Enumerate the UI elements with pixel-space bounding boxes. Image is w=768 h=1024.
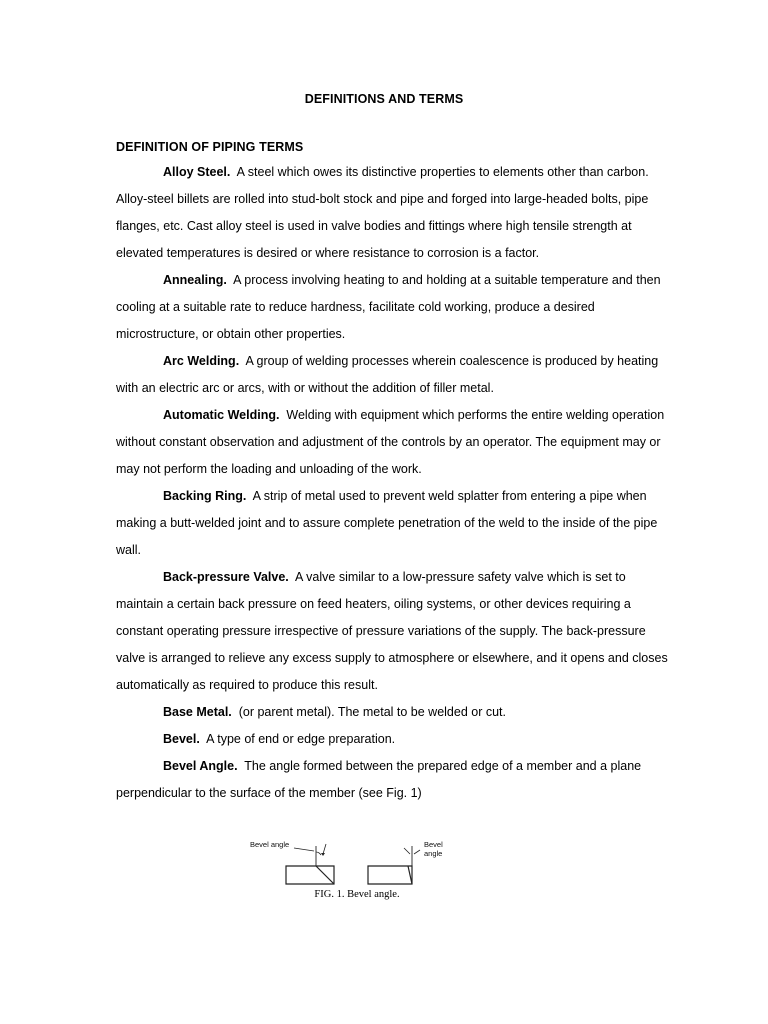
term-label: Annealing.	[163, 273, 227, 287]
definition-text: A strip of metal used to prevent weld splatter from entering a pipe when making a butt-welded joint and to assure complete penetration of the weld to the inside of the pipe wall.	[116, 489, 658, 557]
page-title: DEFINITIONS AND TERMS	[304, 92, 464, 106]
figure-caption: FIG. 1. Bevel angle.	[314, 889, 400, 900]
term-label: Backing Ring.	[163, 489, 247, 503]
definition-automatic-welding	[116, 402, 668, 483]
right-figure-label-line1: Bevel	[424, 840, 443, 849]
section-heading: DEFINITION OF PIPING TERMS	[116, 140, 304, 154]
left-bevel-edge	[316, 866, 334, 884]
left-angle-arc	[316, 852, 321, 855]
left-figure-label: Bevel angle	[250, 840, 290, 849]
right-member-shape	[368, 866, 412, 884]
left-member-shape	[286, 866, 334, 884]
term-label: Bevel.	[163, 732, 200, 746]
term-label: Base Metal.	[163, 705, 232, 719]
definition-text: A process involving heating to and holding at a suitable temperature and then cooling at a suitable rate to reduce hardness, facilitate cold working, produce a desired microstructure, or obtain other properties.	[116, 273, 661, 341]
term-label: Back-pressure Valve.	[163, 570, 289, 584]
bevel-angle-figure	[248, 836, 466, 910]
definition-bevel-angle	[116, 753, 668, 807]
term-label: Automatic Welding.	[163, 408, 280, 422]
definitions-list	[116, 159, 668, 807]
right-figure-label-line2: angle	[424, 849, 443, 858]
term-label: Arc Welding.	[163, 354, 240, 368]
definition-text: Welding with equipment which performs the entire welding operation without constant observation and adjustment of the controls by an operator. The equipment may or may not perform the loading and unloading of the work.	[116, 408, 665, 476]
definition-annealing	[116, 267, 668, 348]
bevel-angle-diagram	[248, 836, 466, 888]
definition-text: A group of welding processes wherein coalescence is produced by heating with an electric arc or arcs, with or without the addition of filler metal.	[116, 354, 659, 395]
definition-text: A steel which owes its distinctive properties to elements other than carbon. Alloy-steel billets are rolled into stud-bolt stock and pipe and forged into large-headed bolts, pipe flanges, etc. Cast alloy steel is used in valve bodies and fittings where high tensile strength at elevated temperatures is desired or where resistance to corrosion is a factor.	[116, 165, 649, 260]
definition-bevel	[116, 726, 668, 753]
left-label-leader	[294, 848, 314, 851]
definition-back-pressure-valve	[116, 564, 668, 699]
definition-text: (or parent metal). The metal to be welded or cut.	[238, 705, 506, 719]
definition-text: A valve similar to a low-pressure safety valve which is set to maintain a certain back pressure on feed heaters, oiling systems, or other devices requiring a constant operating pressure irrespective of pressure variations of the supply. The back-pressure valve is arranged to relieve any excess supply to atmosphere or elsewhere, and it opens and closes automatically as required to produce this result.	[116, 570, 668, 692]
term-label: Alloy Steel.	[163, 165, 231, 179]
definition-alloy-steel	[116, 159, 668, 267]
term-label: Bevel Angle.	[163, 759, 238, 773]
definition-backing-ring	[116, 483, 668, 564]
definition-base-metal	[116, 699, 668, 726]
definition-arc-welding	[116, 348, 668, 402]
definition-text: A type of end or edge preparation.	[206, 732, 396, 746]
definition-text: The angle formed between the prepared edge of a member and a plane perpendicular to the surface of the member (see Fig. 1)	[116, 759, 642, 800]
